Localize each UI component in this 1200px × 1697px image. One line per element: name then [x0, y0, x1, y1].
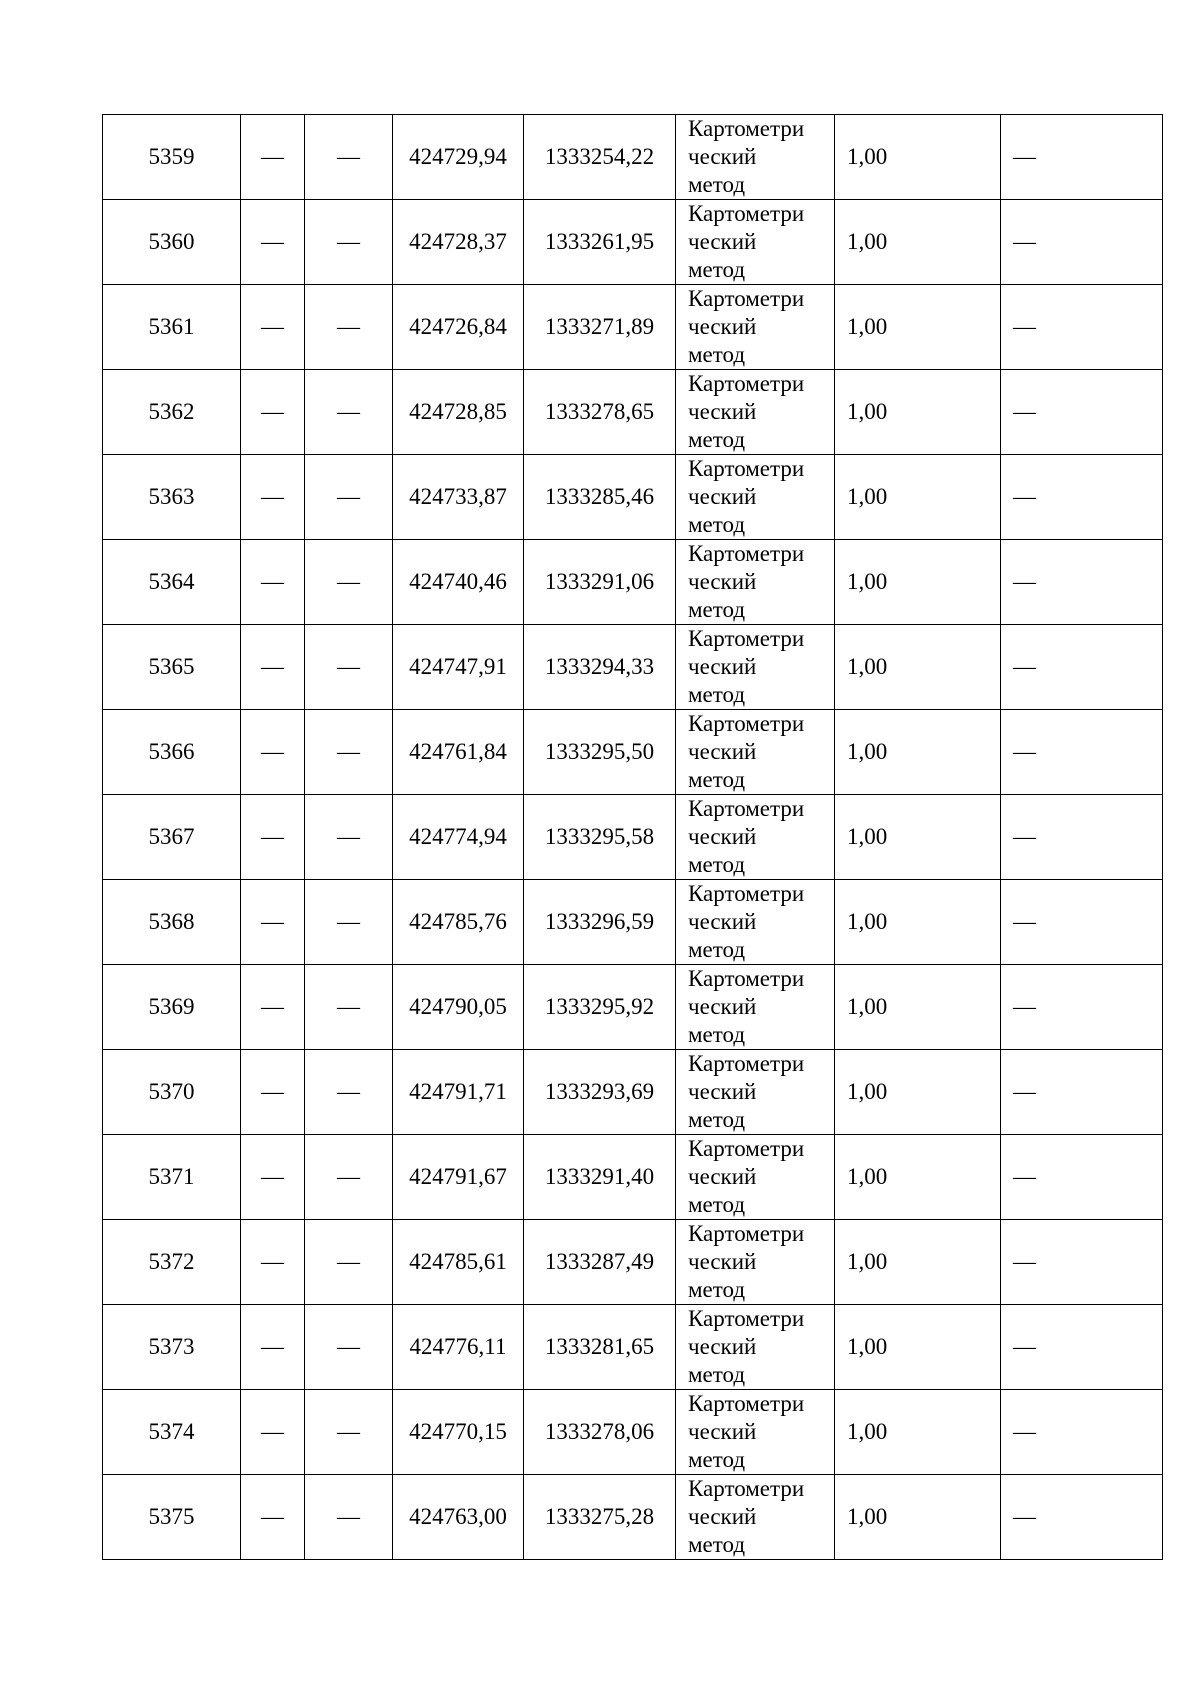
x-coordinate-cell: 424776,11	[393, 1305, 524, 1390]
method-text: Картометри ческий метод	[688, 1136, 805, 1217]
accuracy-cell: 1,00	[835, 710, 1001, 795]
dash-cell: —	[1001, 1475, 1163, 1560]
dash-cell: —	[1001, 880, 1163, 965]
method-text: Картометри ческий метод	[688, 1391, 805, 1472]
accuracy-cell: 1,00	[835, 625, 1001, 710]
x-coordinate-cell: 424791,67	[393, 1135, 524, 1220]
y-coordinate-cell: 1333291,40	[524, 1135, 676, 1220]
table-body	[103, 115, 1163, 1560]
method-text: Картометри ческий метод	[688, 1221, 805, 1302]
accuracy-cell: 1,00	[835, 200, 1001, 285]
method-cell	[676, 285, 835, 370]
dash-cell: —	[241, 1220, 305, 1305]
dash-cell: —	[305, 115, 393, 200]
x-coordinate-cell: 424774,94	[393, 795, 524, 880]
point-number-cell: 5368	[103, 880, 241, 965]
x-coordinate-cell: 424761,84	[393, 710, 524, 795]
dash-cell: —	[241, 880, 305, 965]
method-text: Картометри ческий метод	[688, 626, 805, 707]
point-number-cell: 5373	[103, 1305, 241, 1390]
method-cell	[676, 1135, 835, 1220]
method-cell	[676, 1305, 835, 1390]
point-number-cell: 5366	[103, 710, 241, 795]
method-text: Картометри ческий метод	[688, 1051, 805, 1132]
dash-cell: —	[1001, 1135, 1163, 1220]
table-row	[103, 795, 1163, 880]
x-coordinate-cell: 424785,76	[393, 880, 524, 965]
table-row	[103, 1305, 1163, 1390]
y-coordinate-cell: 1333295,50	[524, 710, 676, 795]
x-coordinate-cell: 424733,87	[393, 455, 524, 540]
table-row	[103, 1475, 1163, 1560]
dash-cell: —	[1001, 795, 1163, 880]
table-row	[103, 115, 1163, 200]
table-row	[103, 455, 1163, 540]
dash-cell: —	[241, 540, 305, 625]
y-coordinate-cell: 1333293,69	[524, 1050, 676, 1135]
dash-cell: —	[1001, 1050, 1163, 1135]
accuracy-cell: 1,00	[835, 455, 1001, 540]
point-number-cell: 5361	[103, 285, 241, 370]
method-cell	[676, 200, 835, 285]
y-coordinate-cell: 1333275,28	[524, 1475, 676, 1560]
x-coordinate-cell: 424785,61	[393, 1220, 524, 1305]
dash-cell: —	[1001, 115, 1163, 200]
dash-cell: —	[241, 285, 305, 370]
table-row	[103, 540, 1163, 625]
table-row	[103, 285, 1163, 370]
dash-cell: —	[305, 880, 393, 965]
point-number-cell: 5369	[103, 965, 241, 1050]
method-text: Картометри ческий метод	[688, 201, 805, 282]
dash-cell: —	[305, 370, 393, 455]
point-number-cell: 5367	[103, 795, 241, 880]
accuracy-cell: 1,00	[835, 965, 1001, 1050]
method-cell	[676, 1390, 835, 1475]
y-coordinate-cell: 1333281,65	[524, 1305, 676, 1390]
y-coordinate-cell: 1333278,06	[524, 1390, 676, 1475]
y-coordinate-cell: 1333285,46	[524, 455, 676, 540]
dash-cell: —	[1001, 1220, 1163, 1305]
accuracy-cell: 1,00	[835, 1050, 1001, 1135]
dash-cell: —	[1001, 285, 1163, 370]
x-coordinate-cell: 424770,15	[393, 1390, 524, 1475]
dash-cell: —	[305, 1135, 393, 1220]
method-cell	[676, 880, 835, 965]
dash-cell: —	[305, 455, 393, 540]
point-number-cell: 5375	[103, 1475, 241, 1560]
method-cell	[676, 370, 835, 455]
method-cell	[676, 1050, 835, 1135]
dash-cell: —	[1001, 710, 1163, 795]
dash-cell: —	[241, 625, 305, 710]
x-coordinate-cell: 424791,71	[393, 1050, 524, 1135]
accuracy-cell: 1,00	[835, 1135, 1001, 1220]
y-coordinate-cell: 1333291,06	[524, 540, 676, 625]
accuracy-cell: 1,00	[835, 1475, 1001, 1560]
x-coordinate-cell: 424726,84	[393, 285, 524, 370]
x-coordinate-cell: 424729,94	[393, 115, 524, 200]
point-number-cell: 5363	[103, 455, 241, 540]
method-cell	[676, 965, 835, 1050]
y-coordinate-cell: 1333254,22	[524, 115, 676, 200]
y-coordinate-cell: 1333261,95	[524, 200, 676, 285]
x-coordinate-cell: 424740,46	[393, 540, 524, 625]
table-row	[103, 625, 1163, 710]
table-row	[103, 710, 1163, 795]
dash-cell: —	[305, 965, 393, 1050]
dash-cell: —	[241, 200, 305, 285]
accuracy-cell: 1,00	[835, 880, 1001, 965]
method-text: Картометри ческий метод	[688, 796, 805, 877]
dash-cell: —	[305, 1305, 393, 1390]
method-cell	[676, 115, 835, 200]
dash-cell: —	[305, 1390, 393, 1475]
point-number-cell: 5372	[103, 1220, 241, 1305]
dash-cell: —	[241, 1050, 305, 1135]
table-row	[103, 965, 1163, 1050]
table-row	[103, 1390, 1163, 1475]
method-text: Картометри ческий метод	[688, 456, 805, 537]
dash-cell: —	[241, 710, 305, 795]
dash-cell: —	[1001, 1305, 1163, 1390]
method-text: Картометри ческий метод	[688, 1476, 805, 1557]
dash-cell: —	[241, 1390, 305, 1475]
dash-cell: —	[305, 795, 393, 880]
dash-cell: —	[1001, 1390, 1163, 1475]
accuracy-cell: 1,00	[835, 1390, 1001, 1475]
method-cell	[676, 1475, 835, 1560]
table-row	[103, 880, 1163, 965]
method-cell	[676, 455, 835, 540]
method-text: Картометри ческий метод	[688, 1306, 805, 1387]
dash-cell: —	[1001, 370, 1163, 455]
dash-cell: —	[241, 115, 305, 200]
accuracy-cell: 1,00	[835, 115, 1001, 200]
accuracy-cell: 1,00	[835, 795, 1001, 880]
method-cell	[676, 710, 835, 795]
point-number-cell: 5370	[103, 1050, 241, 1135]
accuracy-cell: 1,00	[835, 540, 1001, 625]
point-number-cell: 5374	[103, 1390, 241, 1475]
table-row	[103, 200, 1163, 285]
dash-cell: —	[1001, 455, 1163, 540]
point-number-cell: 5359	[103, 115, 241, 200]
point-number-cell: 5365	[103, 625, 241, 710]
method-text: Картометри ческий метод	[688, 371, 805, 452]
dash-cell: —	[241, 965, 305, 1050]
dash-cell: —	[305, 540, 393, 625]
method-cell	[676, 795, 835, 880]
table-row	[103, 370, 1163, 455]
x-coordinate-cell: 424728,85	[393, 370, 524, 455]
y-coordinate-cell: 1333296,59	[524, 880, 676, 965]
method-text: Картометри ческий метод	[688, 116, 805, 197]
y-coordinate-cell: 1333271,89	[524, 285, 676, 370]
dash-cell: —	[305, 625, 393, 710]
dash-cell: —	[1001, 965, 1163, 1050]
dash-cell: —	[1001, 200, 1163, 285]
accuracy-cell: 1,00	[835, 1305, 1001, 1390]
point-number-cell: 5364	[103, 540, 241, 625]
dash-cell: —	[305, 1475, 393, 1560]
method-cell	[676, 625, 835, 710]
x-coordinate-cell: 424728,37	[393, 200, 524, 285]
y-coordinate-cell: 1333278,65	[524, 370, 676, 455]
method-text: Картометри ческий метод	[688, 286, 805, 367]
dash-cell: —	[241, 1135, 305, 1220]
table-row	[103, 1050, 1163, 1135]
table-row	[103, 1220, 1163, 1305]
point-number-cell: 5362	[103, 370, 241, 455]
point-number-cell: 5360	[103, 200, 241, 285]
x-coordinate-cell: 424763,00	[393, 1475, 524, 1560]
y-coordinate-cell: 1333287,49	[524, 1220, 676, 1305]
dash-cell: —	[305, 1050, 393, 1135]
y-coordinate-cell: 1333295,92	[524, 965, 676, 1050]
method-text: Картометри ческий метод	[688, 711, 805, 792]
dash-cell: —	[241, 1305, 305, 1390]
point-number-cell: 5371	[103, 1135, 241, 1220]
dash-cell: —	[241, 1475, 305, 1560]
x-coordinate-cell: 424790,05	[393, 965, 524, 1050]
dash-cell: —	[1001, 625, 1163, 710]
method-text: Картометри ческий метод	[688, 541, 805, 622]
accuracy-cell: 1,00	[835, 285, 1001, 370]
table-row	[103, 1135, 1163, 1220]
y-coordinate-cell: 1333294,33	[524, 625, 676, 710]
dash-cell: —	[305, 1220, 393, 1305]
coordinates-table	[102, 114, 1163, 1560]
method-cell	[676, 540, 835, 625]
accuracy-cell: 1,00	[835, 1220, 1001, 1305]
method-text: Картометри ческий метод	[688, 881, 805, 962]
dash-cell: —	[241, 455, 305, 540]
x-coordinate-cell: 424747,91	[393, 625, 524, 710]
dash-cell: —	[241, 795, 305, 880]
dash-cell: —	[305, 200, 393, 285]
dash-cell: —	[305, 285, 393, 370]
y-coordinate-cell: 1333295,58	[524, 795, 676, 880]
dash-cell: —	[241, 370, 305, 455]
dash-cell: —	[305, 710, 393, 795]
method-cell	[676, 1220, 835, 1305]
dash-cell: —	[1001, 540, 1163, 625]
accuracy-cell: 1,00	[835, 370, 1001, 455]
method-text: Картометри ческий метод	[688, 966, 805, 1047]
